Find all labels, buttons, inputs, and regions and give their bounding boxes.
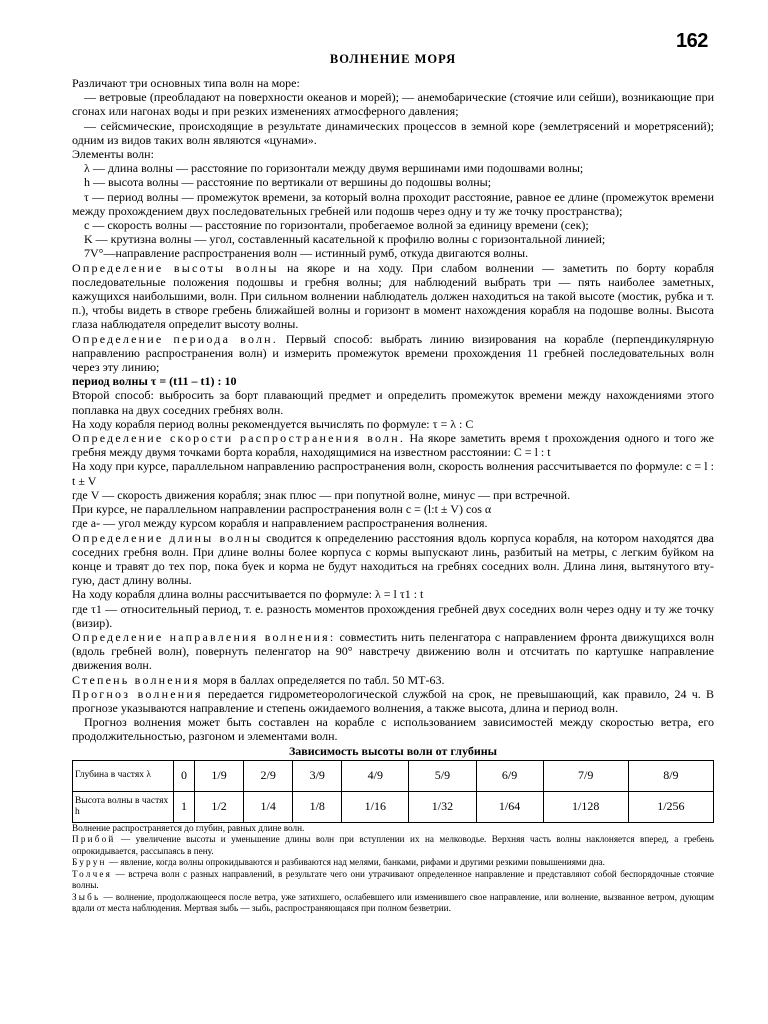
tau1-def: где τ1 — относительный период, т. е. разность моментов прохождения гребней двух соседних волн через одну и ту же точку (визир). <box>72 601 714 630</box>
intro-paragraph: c — скорость волны — расстояние по горизонтали, пробегаемое волной за единицу времени (сек); <box>84 218 589 233</box>
direction-head: Определение направления волнения: <box>72 629 336 644</box>
table-cell: 5/9 <box>409 760 476 791</box>
second-method: Второй способ: выбросить за борт плавающий предмет и определить промежуток времени между нахождениями этого поплавка на двух соседних гребнях волн. <box>72 388 714 417</box>
direction-text: совместить нить пеленгатора с направлением фронта движущихся волн (вдоль гребней волн), повернуть пеленгатор на 90° навстречу движению волн и отсчитать по картушке направление движения волн. <box>72 629 714 673</box>
speed-text: На якоре заметить время t прохождения одного и того же гребня между двумя точками борта корабля, находящимися на известном расстоянии: C = l : t <box>72 431 714 460</box>
parallel-course: На ходу при курсе, параллельном направлению распространения волн, скорость волнения рассчитывается по формуле: c = l : t ± V <box>72 459 714 488</box>
note <box>72 834 714 857</box>
note <box>72 823 714 835</box>
table-cell: 2/9 <box>244 760 293 791</box>
table-cell: 1/128 <box>543 791 628 822</box>
table-cell: 1/256 <box>628 791 713 822</box>
notes <box>72 823 714 915</box>
alpha-def: где a- — угол между курсом корабля и направлением распространения волнения. <box>72 516 488 531</box>
table-caption: Зависимость высоты волн от глубины <box>288 743 498 758</box>
speed-section <box>72 431 714 459</box>
note <box>72 857 714 869</box>
forecast-ship: Прогноз волнения может быть составлен на корабле с использованием зависимостей между скоростью ветра, его продолжительностью, разгоном и элементами волн. <box>72 715 714 744</box>
page-number: 162 <box>676 30 708 52</box>
method-paragraph <box>72 332 714 375</box>
intro-paragraph: Элементы волн: <box>72 147 154 162</box>
note-text: — увеличение высоты и уменьшение длины волн при вступлении их на мелководье. Верхняя часть волны наклоняется вперед, а гребень опрокидывается, рассыпаясь в пену. <box>72 834 714 856</box>
degree-text: моря в баллах определяется по табл. 50 МТ-63. <box>199 672 445 687</box>
intro-paragraph: h — высота волны — расстояние по вертикали от вершины до подошвы волны; <box>84 175 492 190</box>
course-formula: На ходу корабля период волны рекомендуется вычислять по формуле: τ = λ : C <box>72 416 474 431</box>
intro-paragraph: 7V°—направление распространения волн — истинный румб, откуда двигаются волны. <box>84 246 529 261</box>
where-v: где V — скорость движения корабля; знак плюс — при попутной волне, минус — при встречной. <box>72 487 571 502</box>
degree-section <box>72 673 714 687</box>
table-cell: 1/64 <box>476 791 543 822</box>
table-row <box>73 791 714 822</box>
table-cell: 6/9 <box>476 760 543 791</box>
direction-section <box>72 630 714 673</box>
method-paragraph <box>72 261 714 332</box>
table-cell: 1/16 <box>342 791 409 822</box>
forecast-text: передается гидрометеорологической службой на срок, не превышающий, как правило, 24 ч. В прогнозе указываются направление и степень ожидаемого волнения, а также высота, длина и период волн. <box>72 686 714 715</box>
intro-paragraph: τ — период волны — промежуток времени, за который волна проходит расстояние, равное ее длине (промежуток времени между прохождением двух последовательных гребней или подошв через одну и ту же точку пространства); <box>72 189 714 218</box>
degree-head: Степень волнения <box>72 672 200 687</box>
method-text: Первый способ: выбрать линию визирования на корабле (перпендикулярную направлению распространения волн) и измерить промежуток времени прохождения 11 гребней последовательных волн через эту линию; <box>72 331 714 375</box>
method-sections <box>72 261 714 375</box>
note <box>72 869 714 892</box>
page-body <box>72 76 714 915</box>
note <box>72 892 714 915</box>
length-text: сводится к определению расстояния вдоль корпуса корабля, на котором находятся два соседних гребня волн. При длине волны более корпуса с кормы выпускают линь, разбитый на метры, с легким буйком на конце и травят до тех пор, пока буек и корма не будут находиться на гребнях соседних волн. Длина линя, вытянутого вту-гую, даст длину волны. <box>72 530 715 588</box>
intro-paragraph: — сейсмические, происходящие в результате динамических процессов в земной коре (землетрясений и моретрясений); одним из видов таких волн являются «цунами». <box>72 118 714 147</box>
table-cell: 1 <box>174 791 195 822</box>
intro-paragraph: K — крутизна волны — угол, составленный касательной к профилю волны с горизонтальной линией; <box>84 232 606 247</box>
intro-paragraph: — ветровые (преобладают на поверхности океанов и морей); — анемобарические (стоячие или сейши), возникающие при сгонах или нагонах воды и при резких изменениях атмосферного давления; <box>72 90 714 119</box>
method-text: на якоре и на ходу. При слабом волнении — заметить по борту корабля последовательные положения подошвы и гребня волны; для наблюдений выбрать три — пять наиболее заметных, кажущихся наибольшими, волн. При сильном волнении наблюдатель должен находиться на такой высоте (мостик, рубка и т. п.), чтобы видеть в створе гребень ближайшей волны и горизонт в момент нахождения корабля на подошве волны. Высота глаза наблюдателя определит высоту волны. <box>72 260 714 332</box>
row-head-height: Высота волны в частях h <box>73 791 174 822</box>
length-head: Определение длины волны <box>72 530 263 545</box>
table-cell: 4/9 <box>342 760 409 791</box>
nonparallel-course: При курсе, не параллельном направлении распространения волн c = (l:t ± V) cos α <box>72 502 492 517</box>
note-text: — явление, когда волны опрокидываются и разбиваются над мелями, банками, рифами и другими резкими повышениями дна. <box>106 857 605 868</box>
table-cell: 0 <box>174 760 195 791</box>
speed-head: Определение скорости распространения волн. <box>72 431 406 446</box>
length-formula: На ходу корабля длина волны рассчитывается по формуле: λ = l τ1 : t <box>72 587 424 602</box>
intro-paragraph: Различают три основных типа волн на море: <box>72 76 300 90</box>
table-cell: 1/4 <box>244 791 293 822</box>
method-head: Определение периода волн. <box>72 331 278 346</box>
table-cell: 7/9 <box>543 760 628 791</box>
length-section <box>72 531 714 588</box>
method-head: Определение высоты волны <box>72 260 279 275</box>
note-text: — встреча волн с разных направлений, в результате чего они утрачивают определенное направление и представляют собой беспорядочные стоячие волны. <box>72 868 714 891</box>
note-head: Зыбь <box>72 891 101 902</box>
note-text: Волнение распространяется до глубин, равных длине волн. <box>72 822 305 833</box>
forecast-head: Прогноз волнения <box>72 686 203 701</box>
table-cell: 1/32 <box>409 791 476 822</box>
forecast-section <box>72 687 714 715</box>
note-head: Толчея <box>72 868 113 879</box>
table-cell: 1/9 <box>195 760 244 791</box>
note-head: Бурун <box>72 857 107 868</box>
intro-paragraph: λ — длина волны — расстояние по горизонтали между двумя вершинами ими подошвами волны; <box>84 161 584 176</box>
table-cell: 1/2 <box>195 791 244 822</box>
table-row <box>73 760 714 791</box>
depth-table <box>72 760 714 823</box>
note-text: — волнение, продолжающееся после ветра, уже затихшего, ослабевшего или изменившего свое направление, или волнение, вызванное ветром, дующим вдали от места наблюдения. Мертвая зыбь — зыбь, распространяющаяся при полном безветрии. <box>72 891 714 914</box>
page-title: ВОЛНЕНИЕ МОРЯ <box>329 52 457 66</box>
table-cell: 1/8 <box>293 791 342 822</box>
table-cell: 3/9 <box>293 760 342 791</box>
table-cell: 8/9 <box>628 760 713 791</box>
row-head-depth: Глубина в частях λ <box>73 760 174 791</box>
intro-paragraphs <box>72 76 714 261</box>
note-head: Прибой <box>72 834 116 845</box>
formula-period: период волны τ = (t11 – t1) : 10 <box>72 374 237 389</box>
